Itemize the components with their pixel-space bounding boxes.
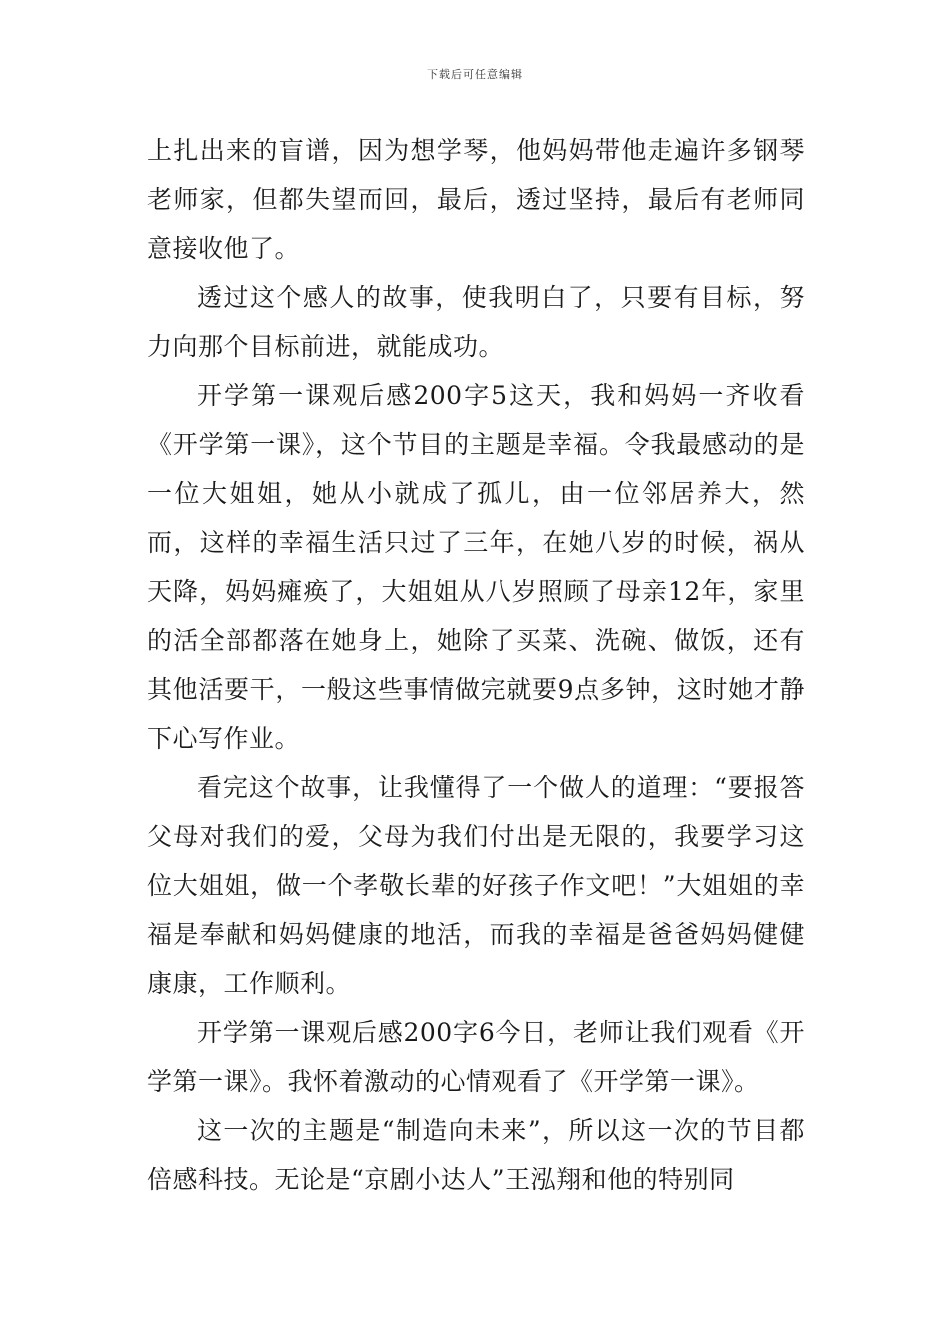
paragraph-3: 开学第一课观后感200字5这天，我和妈妈一齐收看《开学第一课》，这个节目的主题是幸福。令我最感动的是一位大姐姐，她从小就成了孤儿，由一位邻居养大，然而，这样的幸福生活只过了三年，在她八岁的时候，祸从天降，妈妈瘫痪了，大姐姐从八岁照顾了母亲12年，家里的活全部都落在她身上，她除了买菜、洗碗、做饭，还有其他活要干，一般这些事情做完就要9点多钟，这时她才静下心写作业。 xyxy=(147,381,805,753)
paragraph-2: 透过这个感人的故事，使我明白了，只要有目标，努力向那个目标前进，就能成功。 xyxy=(147,283,805,361)
body-text xyxy=(147,126,805,1204)
paragraph-4: 看完这个故事，让我懂得了一个做人的道理：“要报答父母对我们的爱，父母为我们付出是无限的，我要学习这位大姐姐，做一个孝敬长辈的好孩子作文吧！”大姐姐的幸福是奉献和妈妈健康的地活，而我的幸福是爸爸妈妈健健康康，工作顺利。 xyxy=(147,773,805,998)
paragraph-5: 开学第一课观后感200字6今日，老师让我们观看《开学第一课》。我怀着激动的心情观看了《开学第一课》。 xyxy=(147,1018,805,1096)
paragraph-6: 这一次的主题是“制造向未来”，所以这一次的节目都倍感科技。无论是“京剧小达人”王泓翔和他的特别同 xyxy=(147,1116,805,1194)
header-note: 下载后可任意编辑 xyxy=(427,68,523,81)
paragraph-1: 上扎出来的盲谱，因为想学琴，他妈妈带他走遍许多钢琴老师家，但都失望而回，最后，透过坚持，最后有老师同意接收他了。 xyxy=(147,136,805,263)
